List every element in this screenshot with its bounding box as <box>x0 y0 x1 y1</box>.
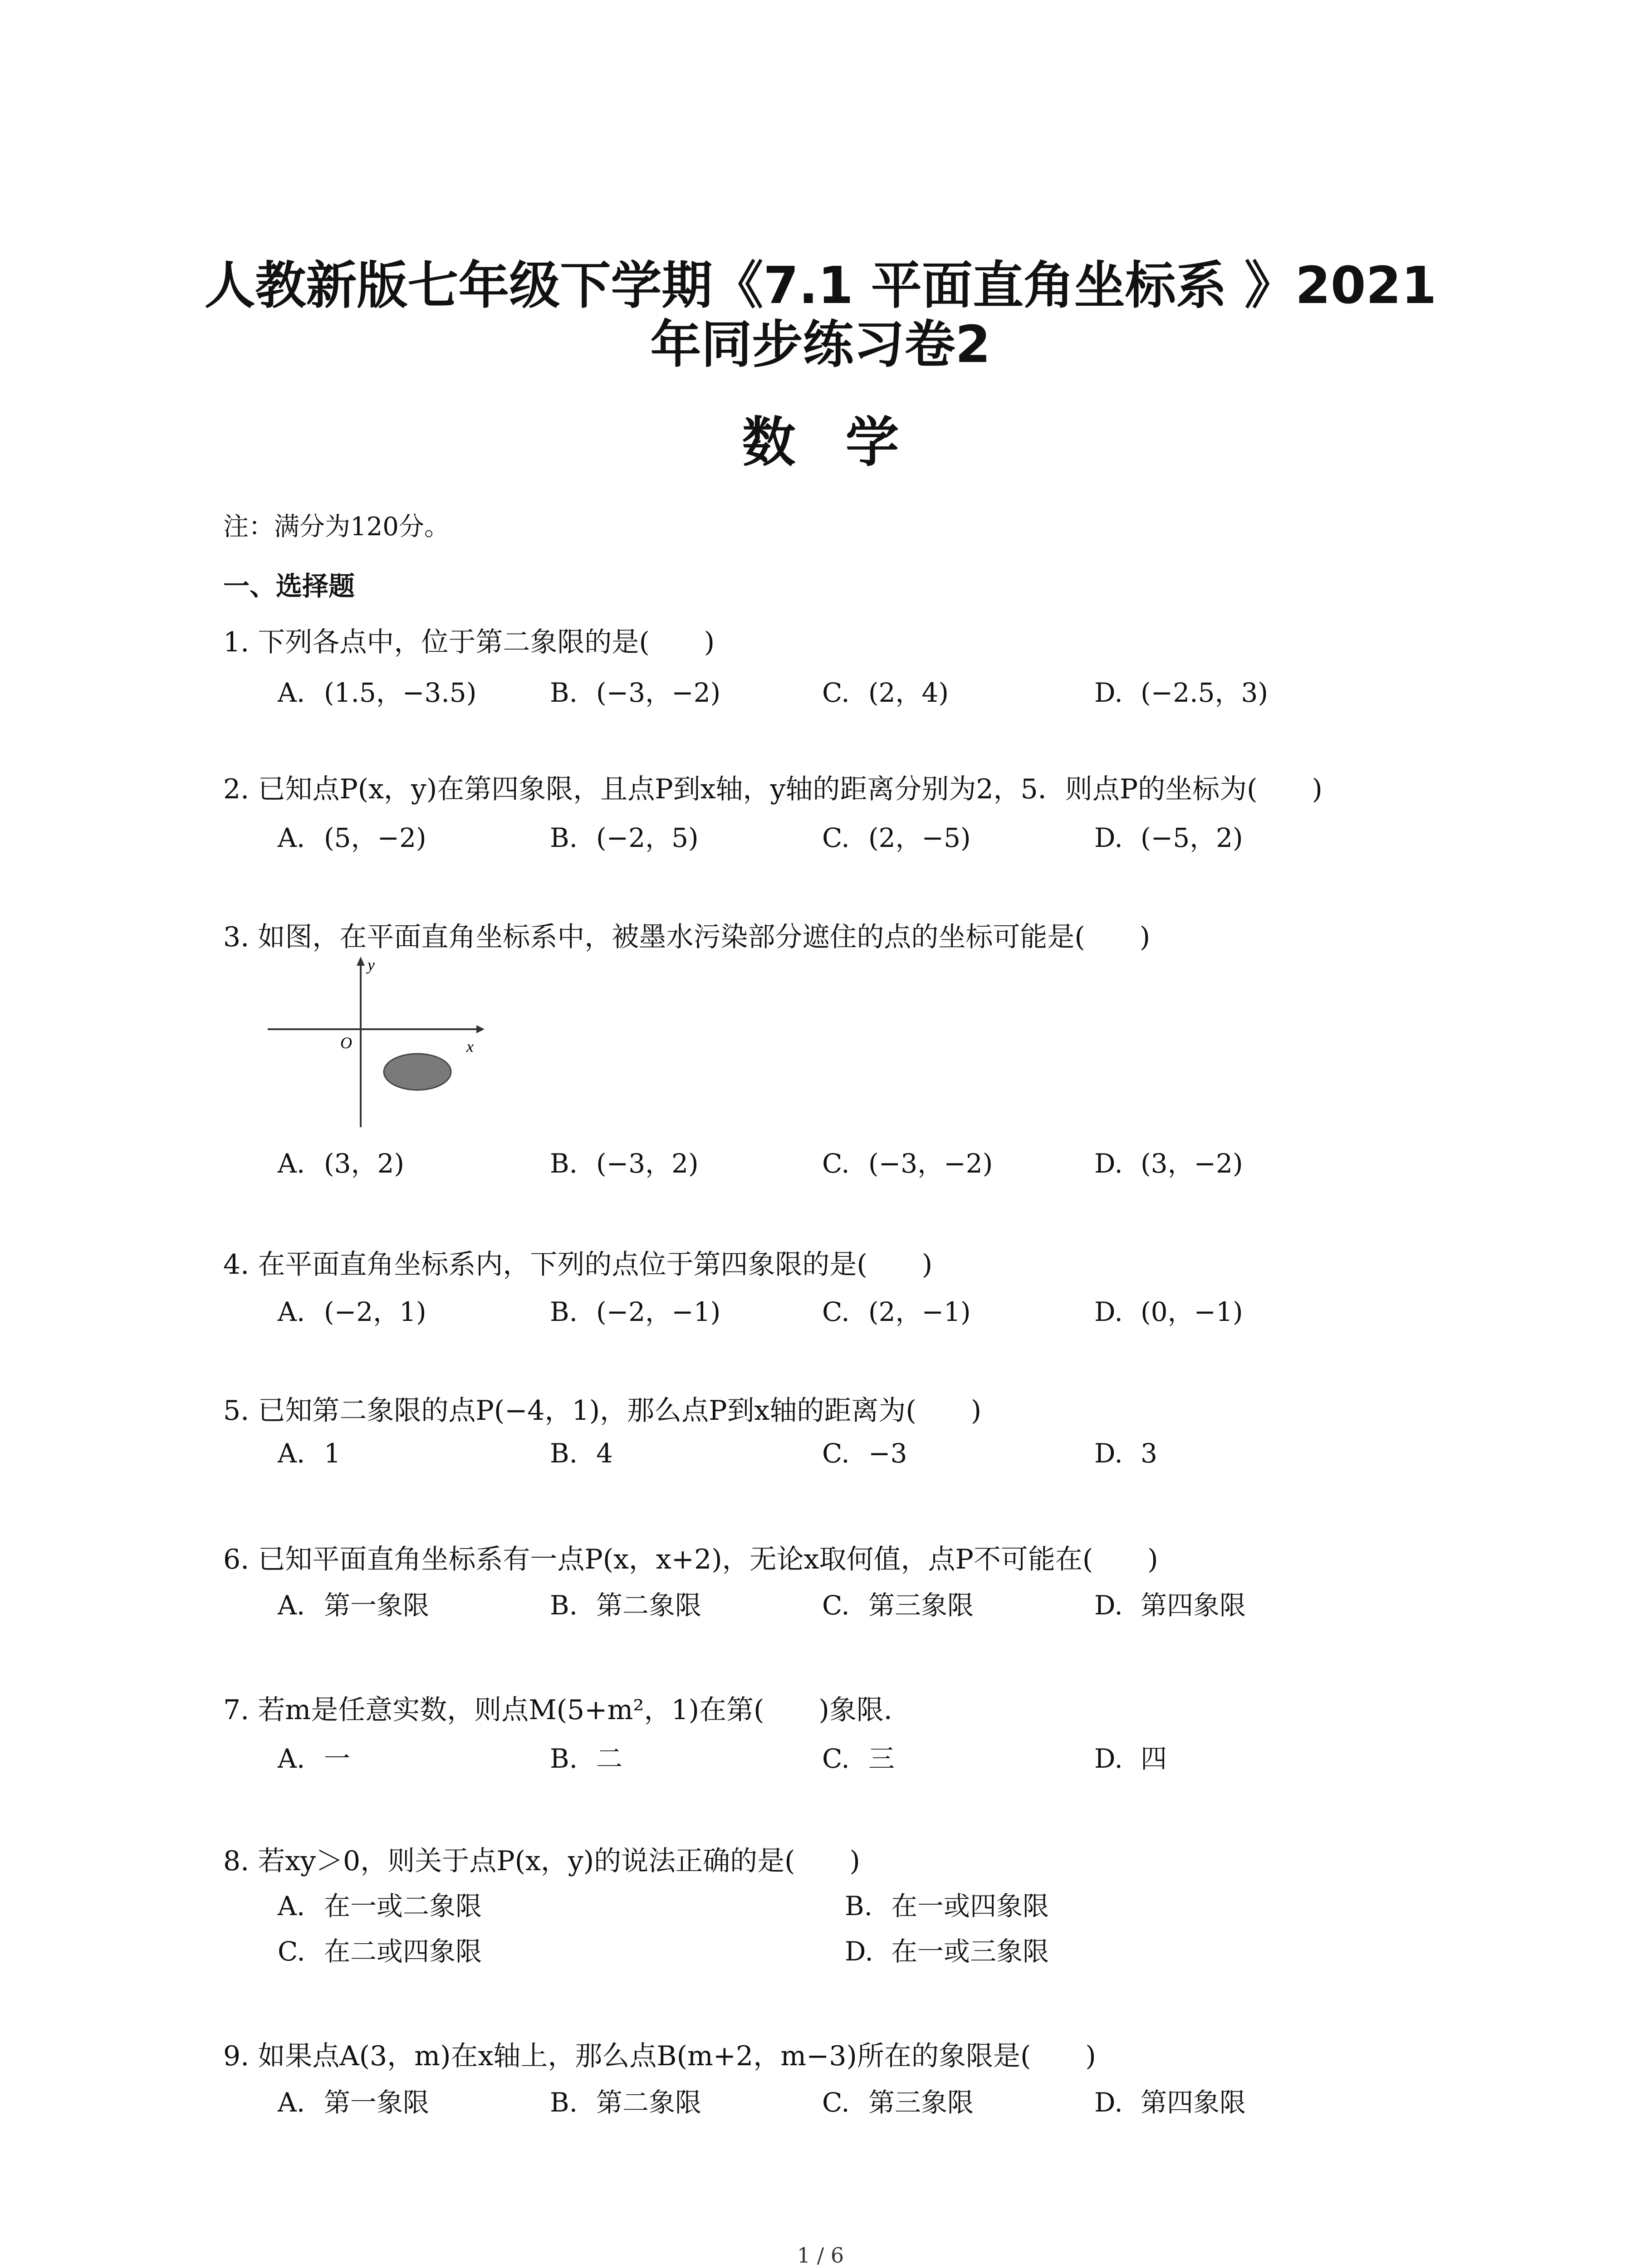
option-b: B. 第二象限 <box>550 1590 702 1621</box>
option-d: D. 第四象限 <box>1094 1590 1246 1621</box>
subject-heading: 数学 <box>742 411 949 474</box>
option-a: A. 一 <box>278 1743 351 1774</box>
option-c: C. (2，4) <box>822 677 949 708</box>
option-c: C. 第三象限 <box>822 1590 974 1621</box>
question-stem: 7. 若m是任意实数，则点M(5+m²，1)在第( )象限． <box>223 1694 911 1726</box>
option-d: D. (0，−1) <box>1094 1296 1243 1327</box>
option-b: B. 第二象限 <box>550 2087 702 2118</box>
question-stem: 3. 如图，在平面直角坐标系中，被墨水污染部分遮住的点的坐标可能是( ) <box>223 921 1151 953</box>
ink-blot <box>384 1054 451 1090</box>
option-a: A. 第一象限 <box>278 2087 430 2118</box>
question-stem: 8. 若xy＞0，则关于点P(x，y)的说法正确的是( ) <box>223 1845 860 1877</box>
question-stem: 9. 如果点A(3，m)在x轴上，那么点B(m+2，m−3)所在的象限是( ) <box>223 2040 1096 2072</box>
option-c: C. 第三象限 <box>822 2087 974 2118</box>
option-b: B. (−3，−2) <box>550 677 721 708</box>
page-title-line2: 年同步练习卷2 <box>650 315 991 374</box>
section-title: 一、选择题 <box>223 571 355 601</box>
y-axis-label: y <box>367 956 375 974</box>
option-b: B. 在一或四象限 <box>845 1891 1049 1921</box>
option-b: B. 二 <box>550 1743 623 1774</box>
option-d: D. (−2.5，3) <box>1094 677 1268 708</box>
question-stem: 1. 下列各点中，位于第二象限的是( ) <box>223 626 715 658</box>
option-b: B. (−2，−1) <box>550 1296 721 1327</box>
option-d: D. 3 <box>1094 1438 1157 1469</box>
option-a: A. 第一象限 <box>278 1590 430 1621</box>
option-d: D. (−5，2) <box>1094 822 1243 853</box>
question-stem: 6. 已知平面直角坐标系有一点P(x，x+2)，无论x取何值，点P不可能在( ) <box>223 1544 1158 1575</box>
option-c: C. (2，−1) <box>822 1296 971 1327</box>
option-b: B. 4 <box>550 1438 613 1469</box>
x-axis-label: x <box>466 1037 474 1056</box>
option-a: A. (−2，1) <box>278 1296 426 1327</box>
option-c: C. −3 <box>822 1438 907 1469</box>
option-a: A. (1.5，−3.5) <box>278 677 477 708</box>
option-c: C. 三 <box>822 1743 895 1774</box>
origin-label: O <box>340 1034 352 1052</box>
option-b: B. (−2，5) <box>550 822 699 853</box>
x-axis-arrow <box>476 1025 485 1033</box>
option-a: A. 1 <box>278 1438 341 1469</box>
page-indicator: 1 / 6 <box>797 2243 844 2268</box>
score-note: 注：满分为120分。 <box>223 512 450 542</box>
option-a: A. (3，2) <box>278 1148 405 1179</box>
page-title-line1: 人教新版七年级下学期《7.1 平面直角坐标系 》2021 <box>204 256 1437 315</box>
option-c: C. (−3，−2) <box>822 1148 993 1179</box>
option-d: D. (3，−2) <box>1094 1148 1243 1179</box>
option-a: A. 在一或二象限 <box>278 1891 482 1921</box>
question-stem: 2. 已知点P(x，y)在第四象限，且点P到x轴，y轴的距离分别为2，5．则点P的坐标为( ) <box>223 773 1323 805</box>
question-stem: 5. 已知第二象限的点P(−4，1)，那么点P到x轴的距离为( ) <box>223 1395 982 1427</box>
coordinate-figure <box>268 955 495 1136</box>
option-d: D. 在一或三象限 <box>845 1936 1049 1967</box>
question-stem: 4. 在平面直角坐标系内，下列的点位于第四象限的是( ) <box>223 1249 933 1281</box>
option-c: C. 在二或四象限 <box>278 1936 482 1967</box>
option-b: B. (−3，2) <box>550 1148 699 1179</box>
y-axis-arrow <box>357 957 365 966</box>
option-d: D. 四 <box>1094 1743 1167 1774</box>
option-a: A. (5，−2) <box>278 822 426 853</box>
option-d: D. 第四象限 <box>1094 2087 1246 2118</box>
option-c: C. (2，−5) <box>822 822 971 853</box>
